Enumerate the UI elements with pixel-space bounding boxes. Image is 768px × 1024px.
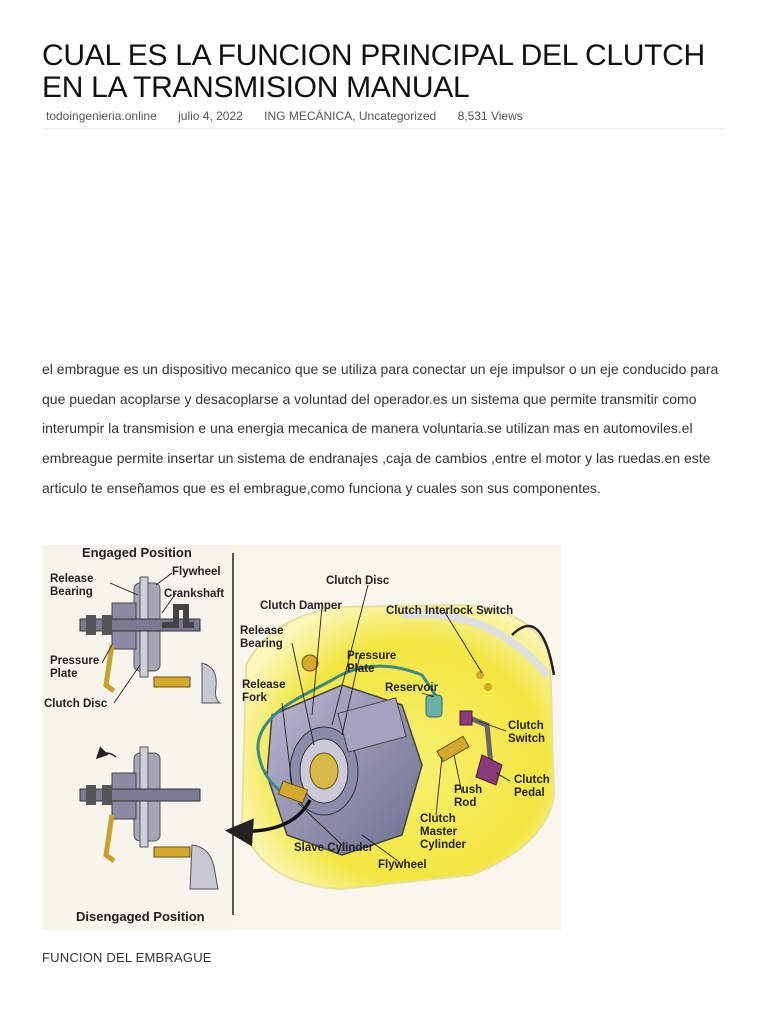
label-release-bearing-left: Release Bearing: [50, 573, 94, 598]
label-release-bearing: Release Bearing: [240, 625, 284, 650]
label-slave-cylinder: Slave Cylinder: [294, 842, 374, 854]
page-title: CUAL ES LA FUNCION PRINCIPAL DEL CLUTCH EN LA TRANSMISION MANUAL: [42, 39, 705, 104]
label-push-rod: Push Rod: [454, 784, 483, 809]
label-clutch-disc-left: Clutch Disc: [44, 698, 108, 710]
article-body: el embrague es un dispositivo mecanico que se utiliza para conectar un eje impulsor o un eje conducido para que puedan acoplarse y desacoplarse a voluntad del operador.es un sistema que permite transmitir como interumpir la transmision e una energia mecanica de manera voluntaria.se utilizan mas en automoviles.el embreague permite insertar un sistema de endranajes ,caja de cambios ,entre el motor y las ruedas.en este articulo te enseñamos que es el embrague,como funciona y cuales son sus componentes.: [42, 361, 719, 496]
label-clutch-pedal: Clutch Pedal: [514, 774, 550, 799]
clutch-diagram: [42, 545, 562, 930]
label-flywheel: Flywheel: [378, 859, 427, 871]
post-meta: [46, 109, 541, 123]
meta-views: 8,531 Views: [457, 109, 523, 123]
label-pressure-plate: Pressure Plate: [347, 650, 397, 675]
clutch-diagram-illustration: [42, 545, 562, 930]
label-flywheel-left: Flywheel: [172, 566, 221, 578]
meta-site-link[interactable]: todoingenieria.online: [46, 109, 157, 123]
label-engaged-position: Engaged Position: [82, 545, 192, 560]
label-disengaged-position: Disengaged Position: [76, 909, 205, 924]
meta-date[interactable]: julio 4, 2022: [178, 109, 243, 123]
label-clutch-damper: Clutch Damper: [260, 600, 342, 612]
label-pressure-plate-left: Pressure Plate: [50, 655, 100, 680]
label-clutch-switch: Clutch Switch: [508, 720, 546, 745]
label-crankshaft: Crankshaft: [164, 588, 225, 600]
label-clutch-disc: Clutch Disc: [326, 575, 390, 587]
meta-divider: [42, 128, 726, 129]
label-release-fork: Release Fork: [242, 679, 286, 704]
figure-caption: FUNCION DEL EMBRAGUE: [42, 950, 212, 965]
label-clutch-master-cylinder: Clutch Master Cylinder: [420, 813, 467, 851]
label-reservoir: Reservoir: [385, 682, 439, 694]
meta-categories[interactable]: ING MECÁNICA, Uncategorized: [264, 109, 437, 123]
label-clutch-interlock-switch: Clutch Interlock Switch: [386, 605, 514, 617]
ad-slot: [42, 140, 726, 340]
